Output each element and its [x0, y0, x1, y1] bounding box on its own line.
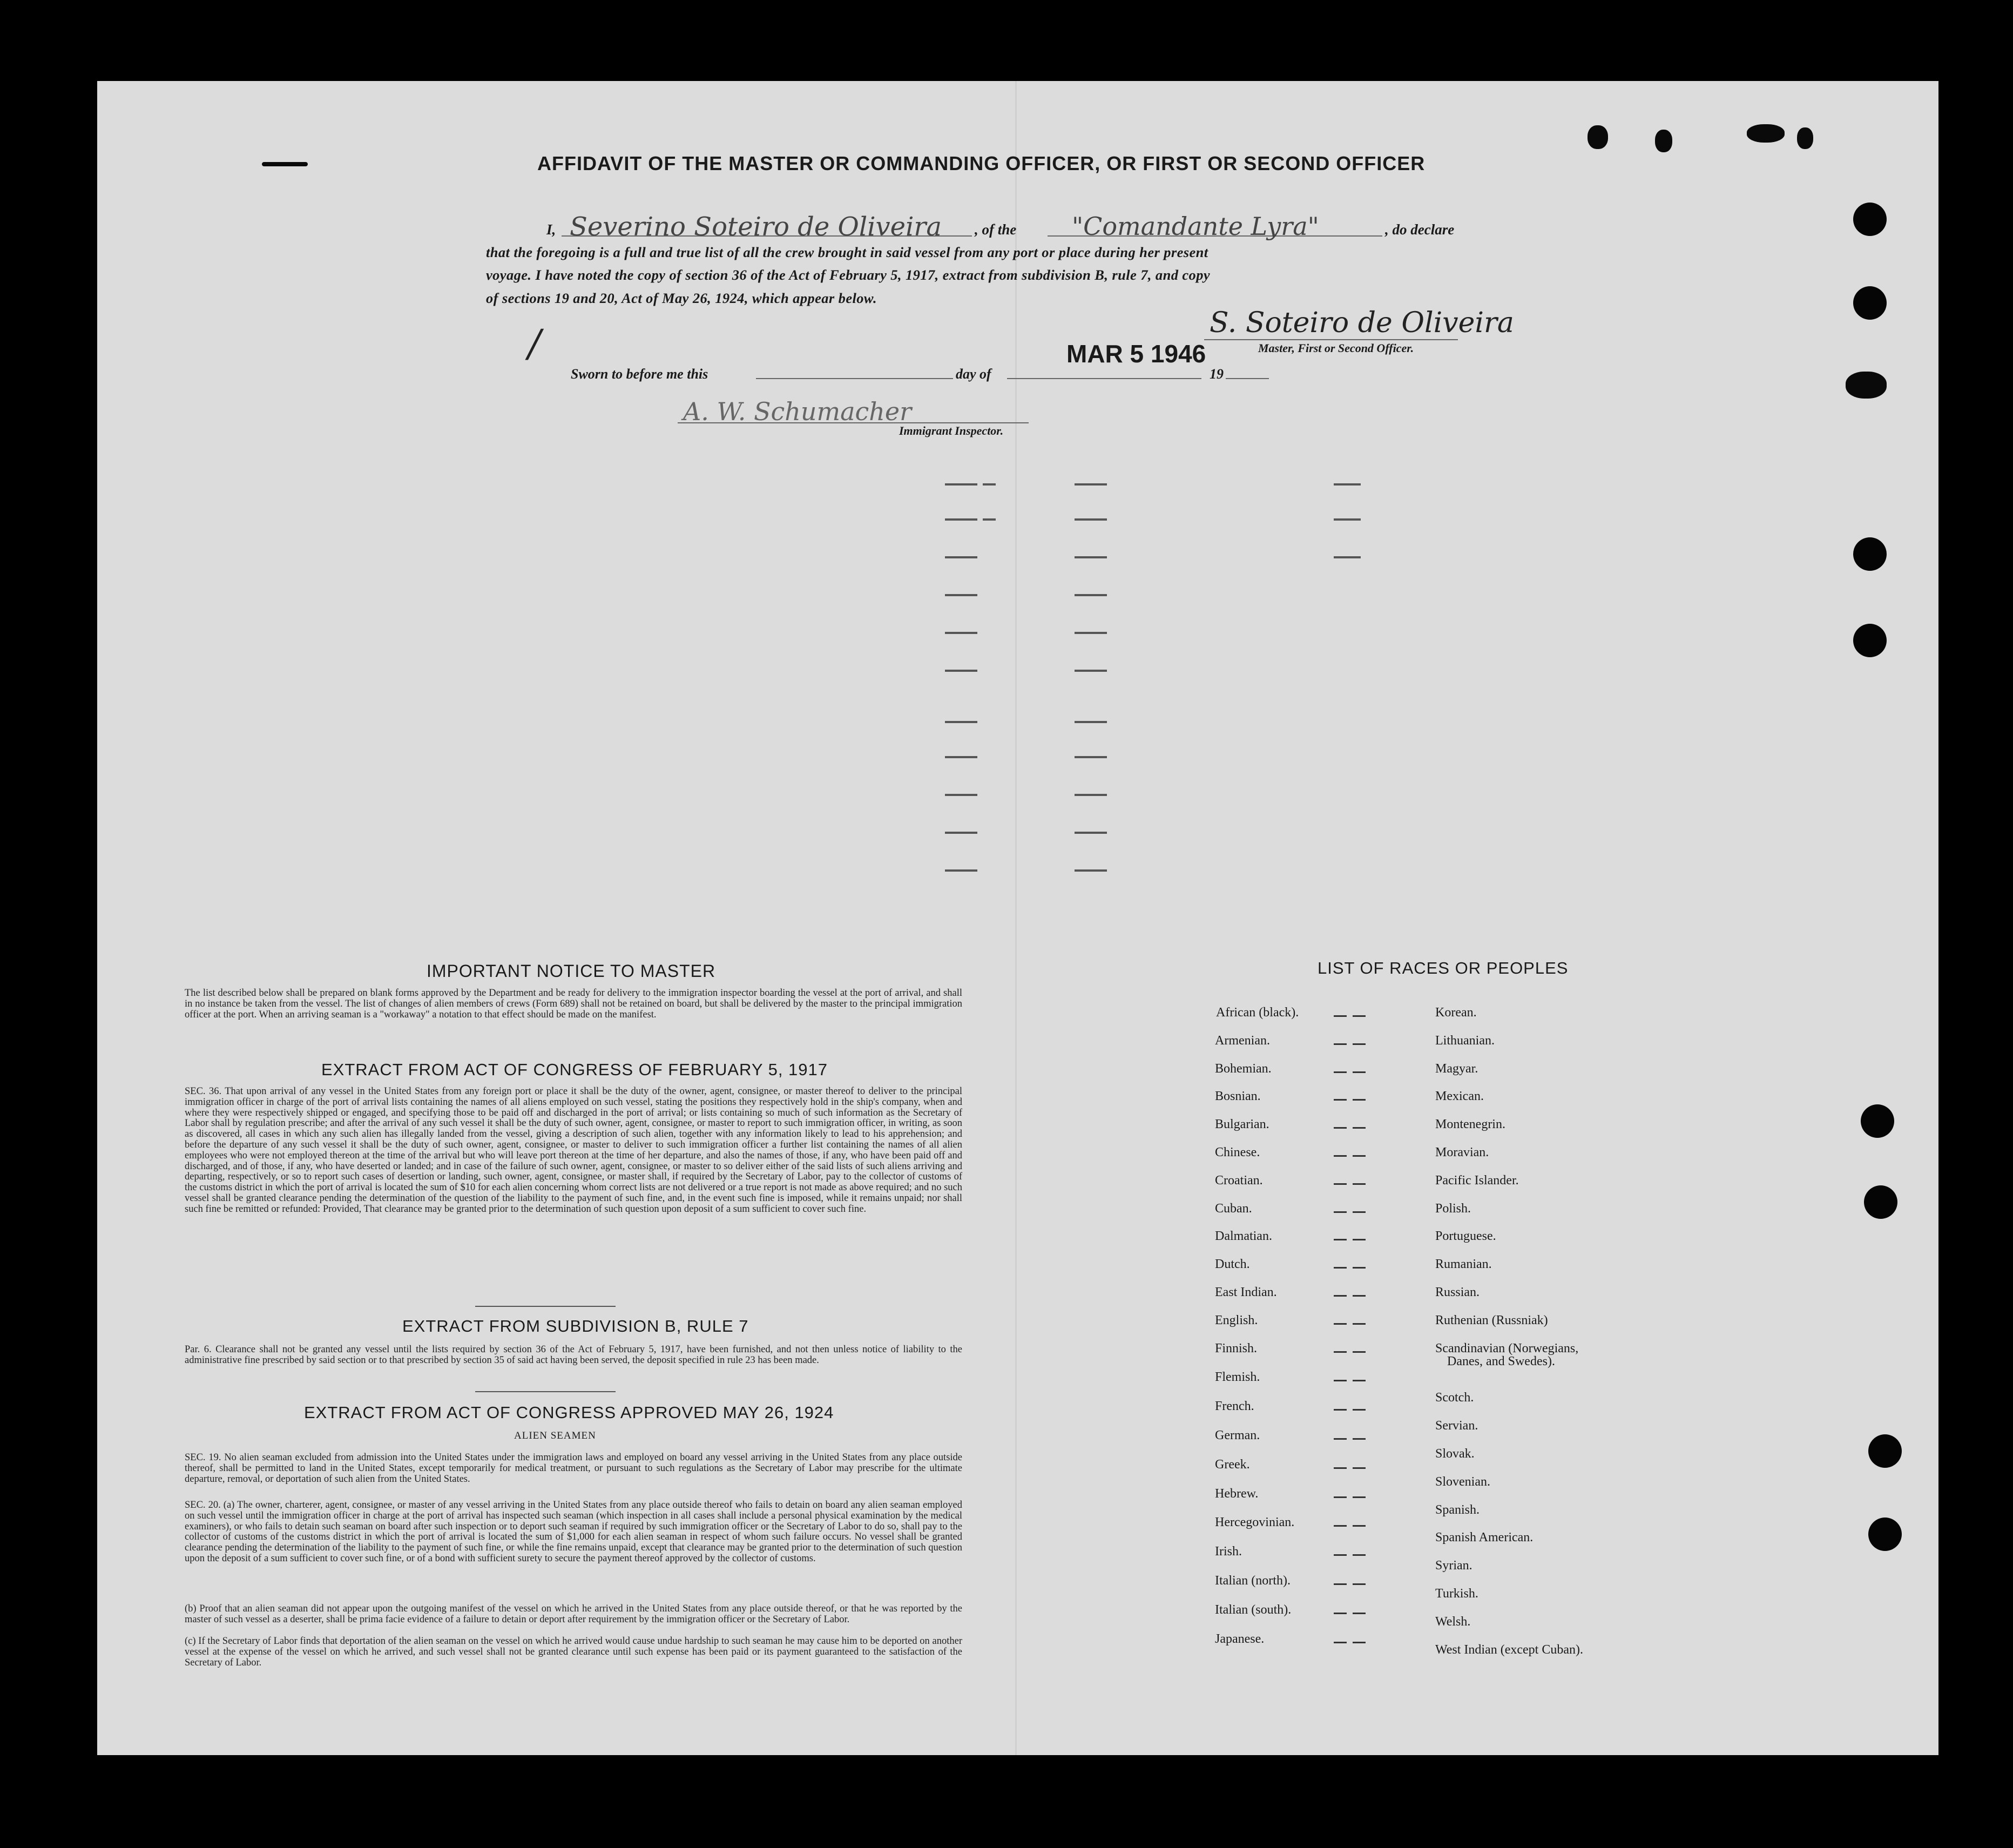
leader-dash — [1353, 1155, 1366, 1157]
race-item: East Indian. — [1215, 1285, 1277, 1299]
rule-7-title: EXTRACT FROM SUBDIVISION B, RULE 7 — [402, 1317, 749, 1336]
leader-dash — [1334, 1071, 1347, 1073]
leader-dash — [1334, 1409, 1347, 1411]
leader-dash — [1353, 1015, 1366, 1017]
leader-dash — [1353, 1351, 1366, 1353]
race-item: Japanese. — [1215, 1631, 1265, 1646]
sec-19-text: SEC. 19. No alien seaman excluded from admission into the United States under the immigration laws and employed on board any vessel arriving in the United States from any place outside thereof, shall be permitted to land in the United States, except temporarily for medical treatment, or pursuant to such regulations as the Secretary of Labor may prescribe for the ultimate departure, removal, or deportation of such alien from the United States. — [185, 1452, 962, 1485]
rule-7-text: Par. 6. Clearance shall not be granted any vessel until the lists required by section 36 of the Act of February 5, 1917, have been furnished, and not then unless notice of liability to the administrative fine prescribed by said section or to that prescribed by section 35 of said act having been served, the deposit specified in rule 23 has been made. — [185, 1344, 962, 1366]
race-item: Bohemian. — [1215, 1061, 1272, 1076]
leader-dash — [1353, 1295, 1366, 1297]
leader-dash — [1334, 1099, 1347, 1101]
races-title: LIST OF RACES OR PEOPLES — [1318, 959, 1569, 977]
race-item: Syrian. — [1435, 1559, 1472, 1573]
sworn-label: Sworn to before me this — [571, 366, 708, 382]
race-item: German. — [1215, 1428, 1260, 1442]
day-of-label: day of — [956, 366, 991, 382]
race-item: Armenian. — [1215, 1033, 1270, 1048]
affidavit-line-2: that the foregoing is a full and true list of all the crew brought in said vessel from any port or place during her present — [486, 244, 1208, 260]
leader-dash — [1353, 1183, 1366, 1185]
year-prefix: 19 — [1210, 366, 1224, 382]
leader-dash — [1353, 1467, 1366, 1469]
race-item: Bulgarian. — [1215, 1117, 1269, 1132]
race-item: Spanish American. — [1435, 1530, 1534, 1545]
extract-1917-title: EXTRACT FROM ACT OF CONGRESS OF FEBRUARY 5, 1917 — [321, 1060, 828, 1079]
sec-20b-text: (b) Proof that an alien seaman did not appear upon the outgoing manifest of the vessel on which he arrived in the United States from any place outside thereof, or that he was reported by the master of such vessel as a deserter, shall be prima facie evidence of a failure to detain or deport after requirement by the immigration officer or the Secretary of Labor. — [185, 1603, 962, 1625]
race-item: Magyar. — [1435, 1061, 1478, 1076]
extract-1917-text: SEC. 36. That upon arrival of any vessel in the United States from any foreign port or place it shall be the duty of the owner, agent, consignee, or master thereof to deliver to the principal immigration officer in charge of the port of arrival lists containing the names of all aliens employed on such vessel, stating the positions they respectively hold in the ship's company, when and where they were respectively shipped or engaged, and specifying those to be paid off and discharged in the port of arrival; or lists containing so much of such information as the Secretary of Labor shall by regulation prescribe; and after the arrival of any such vessel it shall be the duty of such owner, agent, consignee, or master to report to such immigration officer, in writing, as soon as discovered, all cases in which any such alien has illegally landed from the vessel, giving a description of such alien, together with any information likely to lead to his apprehension; and before the departure of any such vessel it shall be the duty of such owner, agent, consignee, or master to deliver to such immigration officer a further list containing the names of all alien employees who were not employed thereon at the time of the arrival but who will leave port thereon at the time of her departure, and also the names of those, if any, who have been paid off and discharged, and of those, if any, who have deserted or landed; and in case of the failure of such owner, agent, consignee, or master to so deliver either of the said lists of such aliens arriving and departing, respectively, or so to report such cases of desertion or landing, such owner, agent, consignee, or master shall, if required by the Secretary of Labor, pay to the collector of customs of the customs district in which the port of arrival is located the sum of $10 for each alien concerning whom correct lists are not delivered or a true report is not made as above required; and no such vessel shall be granted clearance pending the determination of the question of the liability to the payment of such fine, and, in the event such fine is imposed, while it remains unpaid; nor shall such fine be remitted or refunded: Provided, That clearance may be granted prior to the determination of such question upon deposit of a sum sufficient to cover such fine. — [185, 1086, 962, 1215]
of-the-label: , of the — [975, 221, 1017, 238]
leader-dash — [1353, 1642, 1366, 1643]
race-item: Korean. — [1435, 1006, 1477, 1020]
declarant-name: Severino Soteiro de Oliveira — [570, 212, 942, 242]
race-item: English. — [1215, 1313, 1258, 1327]
leader-dash — [1334, 1438, 1347, 1440]
race-item: Bosnian. — [1215, 1089, 1261, 1104]
leader-dash — [1334, 1380, 1347, 1381]
race-item: Spanish. — [1435, 1502, 1480, 1517]
race-item: French. — [1215, 1399, 1254, 1414]
notice-title: IMPORTANT NOTICE TO MASTER — [427, 961, 716, 981]
leader-dash — [1353, 1043, 1366, 1045]
race-item: Irish. — [1215, 1545, 1242, 1559]
leader-dash — [1334, 1043, 1347, 1045]
leader-dash — [1353, 1554, 1366, 1556]
race-item: Montenegrin. — [1435, 1117, 1505, 1132]
race-item: West Indian (except Cuban). — [1435, 1642, 1583, 1657]
sec-20a-text: SEC. 20. (a) The owner, charterer, agent, consignee, or master of any vessel arriving in the United States from any place outside thereof who fails to detain on board any alien seaman employed on such vessel until the immigration officer in charge at the port of arrival has inspected such seaman (which inspection in all cases shall include a personal physical examination by the medical examiners), or who fails to detain such seaman on board after such inspection or to deport such seaman if required by such immigration officer or the Secretary of Labor to do so, shall pay to the collector of customs of the customs district in which the port of arrival is located the sum of $1,000 for each alien seaman in respect of whom such failure occurs. No vessel shall be granted clearance pending the determination of the liability to the payment of such fine, or while the fine remains unpaid, except that clearance may be granted prior to the determination of such question upon the deposit of a sum sufficient to cover such fine, or of a bond with sufficient surety to secure the payment thereof approved by the collector of customs. — [185, 1500, 962, 1564]
race-item: Slovak. — [1435, 1447, 1475, 1461]
race-item: Finnish. — [1215, 1341, 1258, 1355]
leader-dash — [1334, 1267, 1347, 1269]
leader-dash — [1353, 1496, 1366, 1498]
leader-dash — [1353, 1267, 1366, 1269]
race-item: Flemish. — [1215, 1370, 1260, 1385]
leader-dash — [1334, 1127, 1347, 1129]
race-item: Moravian. — [1435, 1145, 1489, 1159]
race-item: Italian (south). — [1215, 1602, 1292, 1617]
notice-text: The list described below shall be prepared on blank forms approved by the Department and be ready for delivery to the immigration inspector boarding the vessel at the port of arrival, and shall in no instance be taken from the vessel. The list of changes of alien members of crews (Form 689) shall not be retained on board, but shall be delivered by the master to the principal immigration officer at the port. When an arriving seaman is a "workaway" a notation to that effect should be made on the manifest. — [185, 988, 962, 1020]
leader-dash — [1334, 1239, 1347, 1240]
race-item: Servian. — [1435, 1419, 1478, 1433]
race-item: Turkish. — [1435, 1587, 1478, 1601]
leader-dash — [1353, 1613, 1366, 1614]
race-item: Polish. — [1435, 1201, 1471, 1216]
race-item: Hebrew. — [1215, 1486, 1259, 1501]
leader-dash — [1353, 1071, 1366, 1073]
race-item: Pacific Islander. — [1435, 1173, 1519, 1188]
margin-mark: / — [528, 321, 541, 366]
inspector-signature: A. W. Schumacher — [683, 397, 912, 426]
declarant-prefix: I, — [546, 221, 556, 238]
leader-dash — [1353, 1323, 1366, 1325]
race-item: Greek. — [1215, 1457, 1250, 1472]
race-item: Mexican. — [1435, 1089, 1484, 1104]
leader-dash — [1353, 1239, 1366, 1240]
affidavit-title: AFFIDAVIT OF THE MASTER OR COMMANDING OFFICER, OR FIRST OR SECOND OFFICER — [537, 152, 1426, 174]
race-item: Scotch. — [1435, 1391, 1474, 1405]
leader-dash — [1334, 1642, 1347, 1643]
leader-dash — [1334, 1295, 1347, 1297]
inspector-caption: Immigrant Inspector. — [899, 424, 1004, 437]
vessel-name: "Comandante Lyra" — [1072, 212, 1319, 241]
leader-dash — [1353, 1211, 1366, 1213]
extract-1924-title: EXTRACT FROM ACT OF CONGRESS APPROVED MAY 26, 1924 — [304, 1403, 834, 1422]
race-item: Dalmatian. — [1215, 1229, 1272, 1244]
leader-dash — [1353, 1583, 1366, 1585]
race-item: Russian. — [1435, 1285, 1480, 1299]
leader-dash — [1334, 1467, 1347, 1469]
leader-dash — [1334, 1015, 1347, 1017]
master-signature: S. Soteiro de Oliveira — [1210, 307, 1514, 339]
leader-dash — [1353, 1127, 1366, 1129]
leader-dash — [1334, 1323, 1347, 1325]
leader-dash — [1353, 1380, 1366, 1381]
race-item: Dutch. — [1215, 1257, 1250, 1272]
do-declare-label: , do declare — [1385, 221, 1455, 238]
race-item: Slovenian. — [1435, 1474, 1490, 1489]
race-item: African (black). — [1216, 1006, 1299, 1020]
affidavit-line-4: of sections 19 and 20, Act of May 26, 1924, which appear below. — [486, 290, 877, 306]
leader-dash — [1353, 1409, 1366, 1411]
affidavit-line-3: voyage. I have noted the copy of section 36 of the Act of February 5, 1917, extract from subdivision B, rule 7, and copy — [486, 267, 1210, 283]
leader-dash — [1353, 1438, 1366, 1440]
race-item: Portuguese. — [1435, 1229, 1496, 1244]
race-item: Welsh. — [1435, 1614, 1471, 1629]
leader-dash — [1334, 1554, 1347, 1556]
leader-dash — [1334, 1155, 1347, 1157]
race-item: Hercegovinian. — [1215, 1515, 1295, 1530]
race-scandinavian-continuation: Danes, and Swedes). — [1447, 1354, 1555, 1368]
race-item: Lithuanian. — [1435, 1033, 1495, 1048]
race-item: Italian (north). — [1215, 1574, 1291, 1588]
race-item: Croatian. — [1215, 1173, 1263, 1188]
leader-dash — [1353, 1525, 1366, 1527]
leader-dash — [1334, 1613, 1347, 1614]
leader-dash — [1334, 1211, 1347, 1213]
leader-dash — [1334, 1183, 1347, 1185]
leader-dash — [1353, 1099, 1366, 1101]
race-item: Chinese. — [1215, 1145, 1260, 1159]
leader-dash — [1334, 1583, 1347, 1585]
race-item: Scandinavian (Norwegians, — [1435, 1341, 1579, 1355]
date-stamp: MAR 5 1946 — [1066, 340, 1206, 368]
race-item: Cuban. — [1215, 1201, 1252, 1216]
alien-seamen-subtitle: ALIEN SEAMEN — [514, 1430, 596, 1441]
sec-20c-text: (c) If the Secretary of Labor finds that deportation of the alien seaman on the vessel on which he arrived would cause undue hardship to such seaman he may cause him to be deported on another vessel at the expense of the vessel on which he arrived, and such vessel shall not be granted clearance until such expense has been paid or its payment guaranteed to the satisfaction of the Secretary of Labor. — [185, 1636, 962, 1668]
leader-dash — [1334, 1525, 1347, 1527]
leader-dash — [1334, 1496, 1347, 1498]
master-caption: Master, First or Second Officer. — [1258, 341, 1414, 355]
leader-dash — [1334, 1351, 1347, 1353]
race-item: Rumanian. — [1435, 1257, 1492, 1272]
race-item: Ruthenian (Russniak) — [1435, 1313, 1548, 1327]
